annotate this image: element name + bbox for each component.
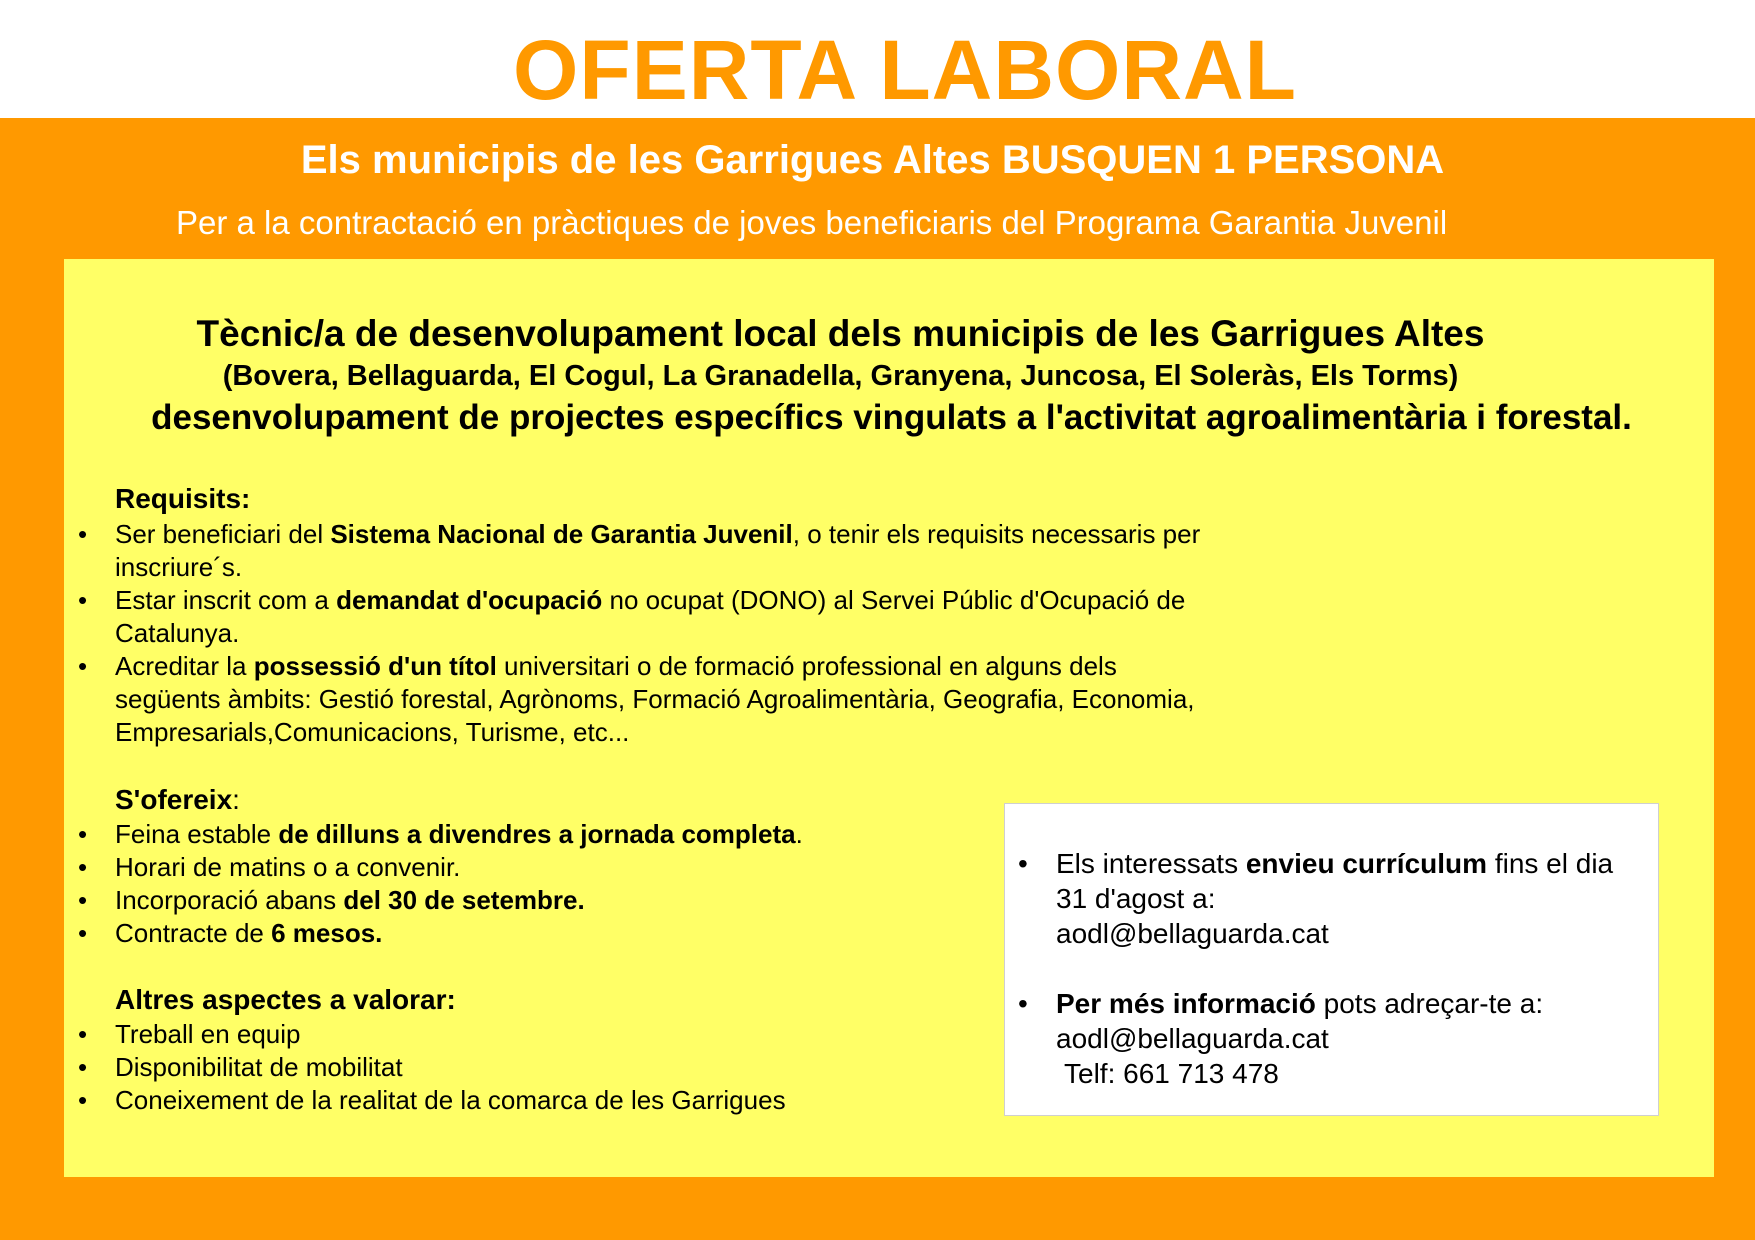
job-municipalities: (Bovera, Bellaguarda, El Cogul, La Granadella, Granyena, Juncosa, El Soleràs, Els Torms) (222, 360, 1459, 392)
contact-list (1018, 846, 1648, 1091)
list-item: • Ser beneficiari del Sistema Nacional de Garantia Juvenil, o tenir els requisits necessaris per inscriure´s. (78, 518, 1218, 584)
info-email-link[interactable]: aodl@bellaguarda.cat (1056, 1023, 1329, 1054)
contact-item-info: • Per més informació pots adreçar-te a: aodl@bellaguarda.cat Telf: 661 713 478 (1018, 986, 1648, 1091)
contact-phone: Telf: 661 713 478 (1064, 1058, 1279, 1089)
page-title: OFERTA LABORAL (513, 23, 1297, 117)
subheadline: Per a la contractació en pràctiques de joves beneficiaris del Programa Garantia Juvenil (176, 204, 1448, 241)
list-item: • Horari de matins o a convenir. (78, 851, 978, 884)
list-item: • Feina estable de dilluns a divendres a jornada completa. (78, 818, 978, 851)
altres-heading: Altres aspectes a valorar: (115, 984, 456, 1015)
headline: Els municipis de les Garrigues Altes BUSQUEN 1 PERSONA (300, 138, 1445, 182)
job-title: Tècnic/a de desenvolupament local dels municipis de les Garrigues Altes (196, 313, 1485, 354)
contact-item-cv: • Els interessats envieu currículum fins el dia 31 d'agost a: aodl@bellaguarda.cat (1018, 846, 1648, 951)
requisits-heading: Requisits: (115, 483, 251, 514)
requisits-list (78, 518, 1218, 749)
list-item: • Treball en equip (78, 1018, 978, 1051)
list-item: • Acreditar la possessió d'un títol universitari o de formació professional en alguns dels següents àmbits: Gestió forestal, Agrònoms, Formació Agroalimentària, Geografia, Economia, Empresarials,Comunicacions, Turisme, etc... (78, 650, 1218, 749)
list-item: • Coneixement de la realitat de la comarca de les Garrigues (78, 1084, 978, 1117)
list-item: • Contracte de 6 mesos. (78, 917, 978, 950)
job-description: desenvolupament de projectes específics vingulats a l'activitat agroalimentària i forestal. (151, 398, 1632, 437)
contact-email-link[interactable]: aodl@bellaguarda.cat (1056, 918, 1329, 949)
ofereix-heading: S'ofereix: (115, 784, 240, 815)
list-item: • Estar inscrit com a demandat d'ocupació no ocupat (DONO) al Servei Públic d'Ocupació de Catalunya. (78, 584, 1218, 650)
list-item: • Incorporació abans del 30 de setembre. (78, 884, 978, 917)
altres-list (78, 1018, 978, 1117)
ofereix-list (78, 818, 978, 950)
list-item: • Disponibilitat de mobilitat (78, 1051, 978, 1084)
